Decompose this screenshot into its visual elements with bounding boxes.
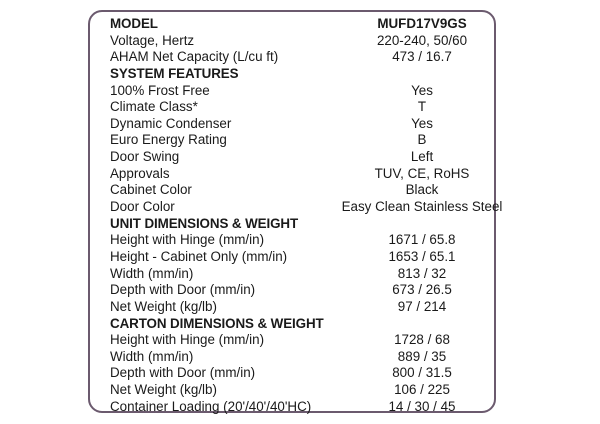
spec-row bbox=[110, 116, 494, 133]
section-heading-carton-dimensions bbox=[110, 316, 494, 333]
spec-row bbox=[110, 399, 494, 416]
spec-label: Width (mm/in) bbox=[110, 265, 194, 281]
spec-value: 97 / 214 bbox=[397, 298, 447, 314]
spec-value: Yes bbox=[411, 115, 433, 131]
spec-label: 100% Frost Free bbox=[110, 82, 210, 98]
spec-label: Dynamic Condenser bbox=[110, 115, 232, 131]
spec-value: TUV, CE, RoHS bbox=[374, 165, 470, 181]
spec-label: Depth with Door (mm/in) bbox=[110, 282, 256, 298]
spec-row bbox=[110, 349, 494, 366]
spec-value: T bbox=[417, 99, 427, 115]
spec-label: Net Weight (kg/lb) bbox=[110, 382, 217, 398]
spec-row bbox=[110, 99, 494, 116]
spec-value: Easy Clean Stainless Steel bbox=[341, 199, 503, 215]
spec-label: Door Swing bbox=[110, 149, 180, 165]
spec-table bbox=[110, 16, 503, 415]
section-heading-system-features bbox=[110, 66, 494, 83]
spec-row bbox=[110, 49, 494, 66]
spec-value: 673 / 26.5 bbox=[392, 282, 452, 298]
spec-row bbox=[110, 232, 494, 249]
spec-row bbox=[110, 332, 494, 349]
model-value: MUFD17V9GS bbox=[377, 16, 467, 31]
spec-card bbox=[88, 10, 503, 414]
spec-label: Container Loading (20'/40'/40'HC) bbox=[110, 398, 312, 414]
spec-label: Euro Energy Rating bbox=[110, 132, 227, 148]
spec-label: Cabinet Color bbox=[110, 182, 192, 198]
spec-value: 1671 / 65.8 bbox=[388, 232, 456, 248]
spec-row bbox=[110, 365, 494, 382]
model-row bbox=[110, 16, 494, 33]
spec-value: 473 / 16.7 bbox=[392, 49, 452, 65]
spec-label: Depth with Door (mm/in) bbox=[110, 365, 256, 381]
spec-value: 889 / 35 bbox=[397, 348, 447, 364]
section-heading: CARTON DIMENSIONS & WEIGHT bbox=[110, 315, 324, 331]
spec-label: Height with Hinge (mm/in) bbox=[110, 332, 265, 348]
spec-value: Black bbox=[405, 182, 439, 198]
spec-row bbox=[110, 266, 494, 283]
spec-row bbox=[110, 282, 494, 299]
spec-row bbox=[110, 199, 503, 216]
spec-value: Yes bbox=[411, 82, 433, 98]
spec-label: Height - Cabinet Only (mm/in) bbox=[110, 248, 288, 264]
spec-label: AHAM Net Capacity (L/cu ft) bbox=[110, 49, 279, 65]
spec-value: 1653 / 65.1 bbox=[388, 248, 456, 264]
spec-row bbox=[110, 182, 494, 199]
spec-value: Left bbox=[410, 149, 434, 165]
spec-value: 813 / 32 bbox=[397, 265, 447, 281]
spec-label: Net Weight (kg/lb) bbox=[110, 298, 217, 314]
spec-value: 220-240, 50/60 bbox=[376, 32, 468, 48]
spec-label: Climate Class* bbox=[110, 99, 198, 115]
spec-label: Door Color bbox=[110, 199, 175, 215]
spec-row bbox=[110, 382, 494, 399]
model-label: MODEL bbox=[110, 16, 158, 31]
section-heading-unit-dimensions bbox=[110, 216, 494, 233]
spec-label: Width (mm/in) bbox=[110, 348, 194, 364]
spec-row bbox=[110, 33, 494, 50]
section-heading: SYSTEM FEATURES bbox=[110, 65, 239, 81]
spec-label: Approvals bbox=[110, 165, 170, 181]
spec-row bbox=[110, 166, 494, 183]
spec-value: 800 / 31.5 bbox=[392, 365, 452, 381]
spec-value: 14 / 30 / 45 bbox=[388, 398, 456, 414]
section-heading: UNIT DIMENSIONS & WEIGHT bbox=[110, 215, 299, 231]
spec-row bbox=[110, 132, 494, 149]
spec-value: B bbox=[417, 132, 427, 148]
spec-label: Height with Hinge (mm/in) bbox=[110, 232, 265, 248]
spec-value: 1728 / 68 bbox=[394, 332, 450, 348]
spec-row bbox=[110, 299, 494, 316]
spec-value: 106 / 225 bbox=[394, 382, 450, 398]
spec-row bbox=[110, 83, 494, 100]
spec-row bbox=[110, 249, 494, 266]
spec-row bbox=[110, 149, 494, 166]
spec-label: Voltage, Hertz bbox=[110, 32, 195, 48]
